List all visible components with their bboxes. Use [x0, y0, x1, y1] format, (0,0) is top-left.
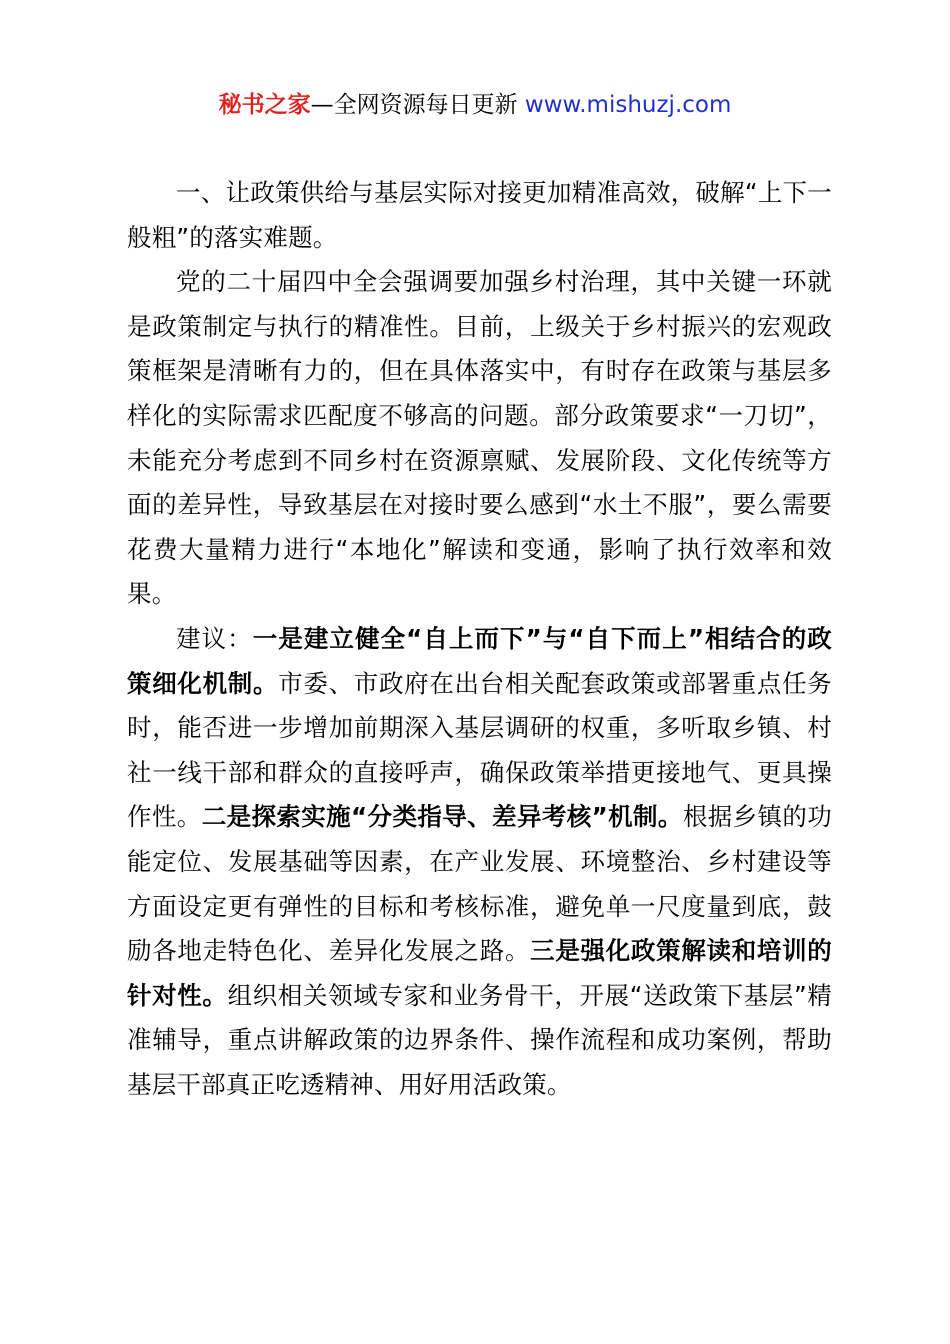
section-heading: 一、让政策供给与基层实际对接更加精准高效，破解“上下一般粗”的落实难题。 — [127, 178, 832, 252]
suggestion-point-1-text: 市委、市政府在出台相关配套政策或部署重点任务时，能否进一步增加前期深入基层调研的权重，多听取乡镇、村社一线干部和群众的直接呼声，确保政策举措更接地气、更具操作性。 — [127, 668, 833, 832]
document-body — [127, 171, 832, 1107]
site-url-link[interactable]: www.mishuzj.com — [524, 92, 732, 118]
header-tagline: —全网资源每日更新 — [310, 92, 525, 118]
suggestion-point-2-title: 二是探索实施“分类指导、差异考核”机制。 — [201, 802, 683, 832]
suggestion-point-3-text: 组织相关领域专家和业务骨干，开展“送政策下基层”精准辅导，重点讲解政策的边界条件、操作流程和成功案例，帮助基层干部真正吃透精神、用好用活政策。 — [127, 980, 832, 1099]
suggestion-point-3-title: 三是强化政策解读和培训的针对性。 — [127, 936, 832, 1010]
suggestion-paragraph — [127, 617, 832, 1108]
body-paragraph: 党的二十届四中全会强调要加强乡村治理，其中关键一环就是政策制定与执行的精准性。目前，上级关于乡村振兴的宏观政策框架是清晰有力的，但在具体落实中，有时存在政策与基层多样化的实际需求匹配度不够高的问题。部分政策要求“一刀切”，未能充分考虑到不同乡村在资源禀赋、发展阶段、文化传统等方面的差异性，导致基层在对接时要么感到“水土不服”，要么需要花费大量精力进行“本地化”解读和变通，影响了执行效率和效果。 — [127, 267, 832, 609]
brand-name: 秘书之家 — [218, 92, 311, 118]
suggestion-lead: 建议： — [176, 623, 253, 653]
suggestion-point-1-title: 一是建立健全“自上而下”与“自下而上”相结合的政策细化机制。 — [127, 623, 832, 698]
page-header — [0, 88, 950, 122]
suggestion-point-2-text: 根据乡镇的功能定位、发展基础等因素，在产业发展、环境整治、乡村建设等方面设定更有弹性的目标和考核标准，避免单一尺度量到底，鼓励各地走特色化、差异化发展之路。 — [127, 802, 832, 966]
